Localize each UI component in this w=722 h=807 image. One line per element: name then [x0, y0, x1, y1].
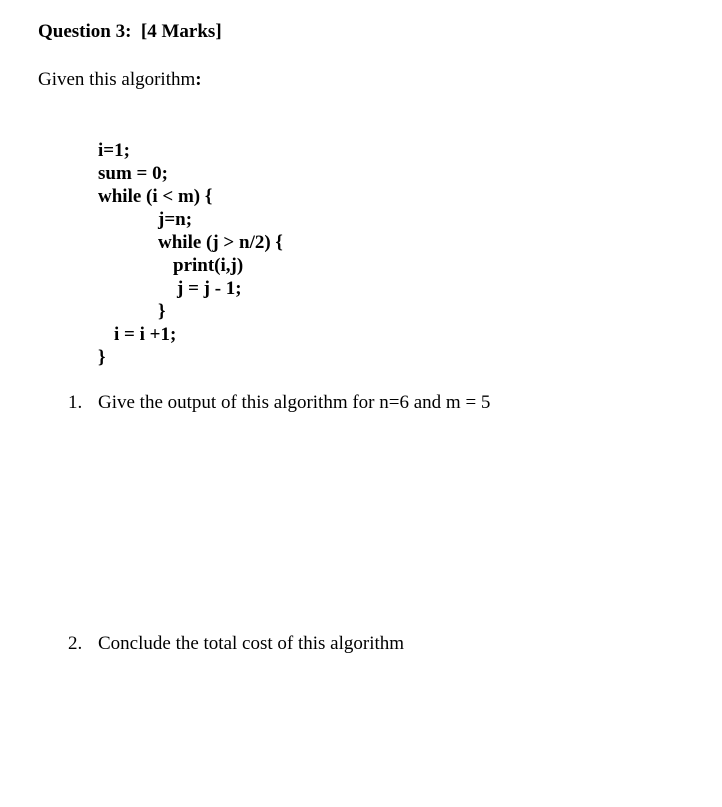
code-line-increment-i: i = i +1;: [114, 324, 177, 345]
task-number: 1.: [68, 392, 83, 413]
intro-line: [38, 69, 202, 91]
code-line-init-j: j=n;: [158, 209, 193, 230]
question-heading: Question 3: [4 Marks]: [38, 21, 222, 42]
code-line-inner-while: while (j > n/2) {: [158, 232, 283, 253]
intro-text: Given this algorithm: [38, 69, 196, 90]
task-item-1: [68, 392, 490, 414]
code-line-init-i: i=1;: [98, 140, 130, 161]
code-line-print: print(i,j): [173, 255, 244, 276]
code-line-inner-close-brace: }: [158, 301, 166, 322]
task-text: Conclude the total cost of this algorithm: [98, 633, 405, 654]
code-line-outer-close-brace: }: [98, 347, 106, 368]
code-line-init-sum: sum = 0;: [98, 163, 168, 184]
code-line-outer-while: while (i < m) {: [98, 186, 213, 207]
task-number: 2.: [68, 633, 83, 654]
task-text: Give the output of this algorithm for n=6 and m = 5: [98, 392, 491, 413]
task-item-2: [68, 633, 404, 655]
intro-colon: :: [195, 69, 202, 90]
code-line-decrement-j: j = j - 1;: [177, 278, 242, 299]
